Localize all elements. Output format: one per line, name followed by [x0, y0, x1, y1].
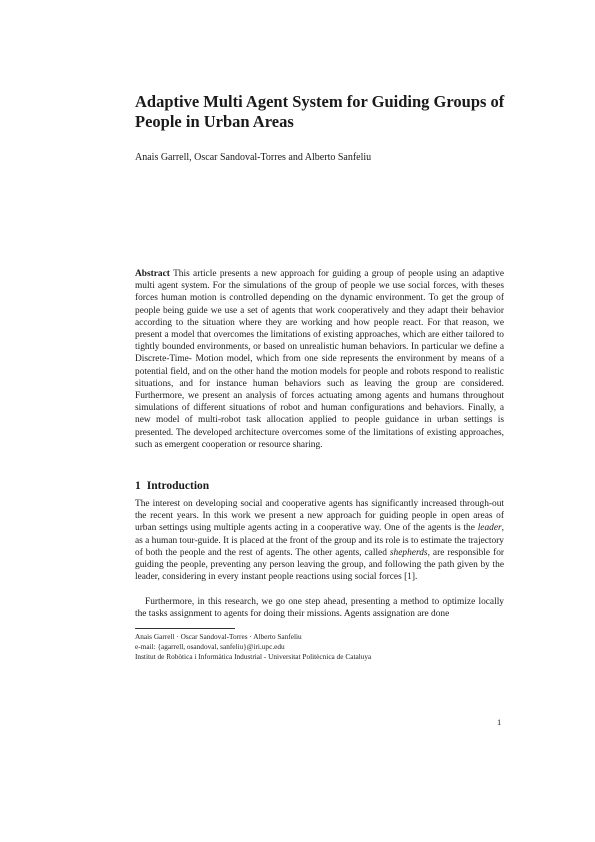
shepherds-term: shepherds — [389, 547, 428, 558]
intro-text-part: , are responsible for guiding the people, preventing any person leaving the group, and following the path given by the leader, considering in every instant people reactions using social forces [1]. — [135, 547, 505, 583]
intro-text-part: The interest on developing social and cooperative agents has significantly increased through-out the recent years. In this work we present a new approach for guiding people in open areas of urban settings using multiple agents acting in a cooperative way. One of the agents is the — [135, 499, 504, 534]
section-number: 1 — [135, 480, 141, 492]
section-title: Introduction — [146, 480, 210, 492]
footnote-email: e-mail: {agarrell, osandoval, sanfeliu}@iri.upc.edu — [135, 642, 285, 651]
paper-title: Adaptive Multi Agent System for Guiding Groups of People in Urban Areas — [135, 92, 505, 131]
intro-text-part: , as a human tour-guide. It is placed at the front of the group and its role is to estimate the trajectory of both the people and the rest of agents. The other agents, called — [135, 523, 504, 558]
intro-paragraph-2: Furthermore, in this research, we go one step ahead, presenting a method to optimize locally the tasks assignment to agents for doing their missions. Agents assignation are done — [135, 597, 504, 620]
abstract — [135, 268, 504, 451]
footnote-affiliation: Institut de Robòtica i Informàtica Industrial - Universitat Politècnica de Cataluya — [135, 652, 372, 661]
leader-term: leader — [477, 523, 502, 534]
author-list: Anais Garrell, Oscar Sandoval-Torres and Alberto Sanfeliu — [135, 152, 372, 163]
abstract-text: This article presents a new approach for guiding a group of people using an adaptive multi agent system. For the simulations of the group of people we use social forces, with theses forces human motion is controlled depending on the dynamic environment. To get the group of people being guide we use a set of agents that work cooperatively and they adapt their behavior according to the situation where they are working and how people react. For that reason, we present a model that overcomes the limitations of existing approaches, which are either tailored to tightly bounded environments, or based on unrealistic human behaviors. In particular we define a Discrete-Time- Motion model, which from one side represents the environment by means of a potential field, and on the other hand the motion models for people and robots respond to realistic situations, and for instance human behaviors such as leaving the group are considered. Furthermore, we present an analysis of forces actuating among agents and humans throughout simulations of different situations of robot and human configurations and behaviors. Finally, a new model of multi-robot task allocation applied to people guidance in urban settings is presented. The developed architecture overcomes some of the limitations of existing approaches, such as emergent cooperation or resource sharing. — [135, 269, 504, 450]
page-number: 1 — [497, 717, 502, 727]
section-heading — [135, 479, 504, 493]
footnote-divider — [135, 628, 235, 629]
intro-paragraph-1 — [135, 498, 504, 583]
footnote-authors: Anais Garrell · Oscar Sandoval-Torres · Alberto Sanfeliu — [135, 632, 302, 641]
abstract-label: Abstract — [135, 269, 170, 279]
footnote — [135, 632, 504, 662]
